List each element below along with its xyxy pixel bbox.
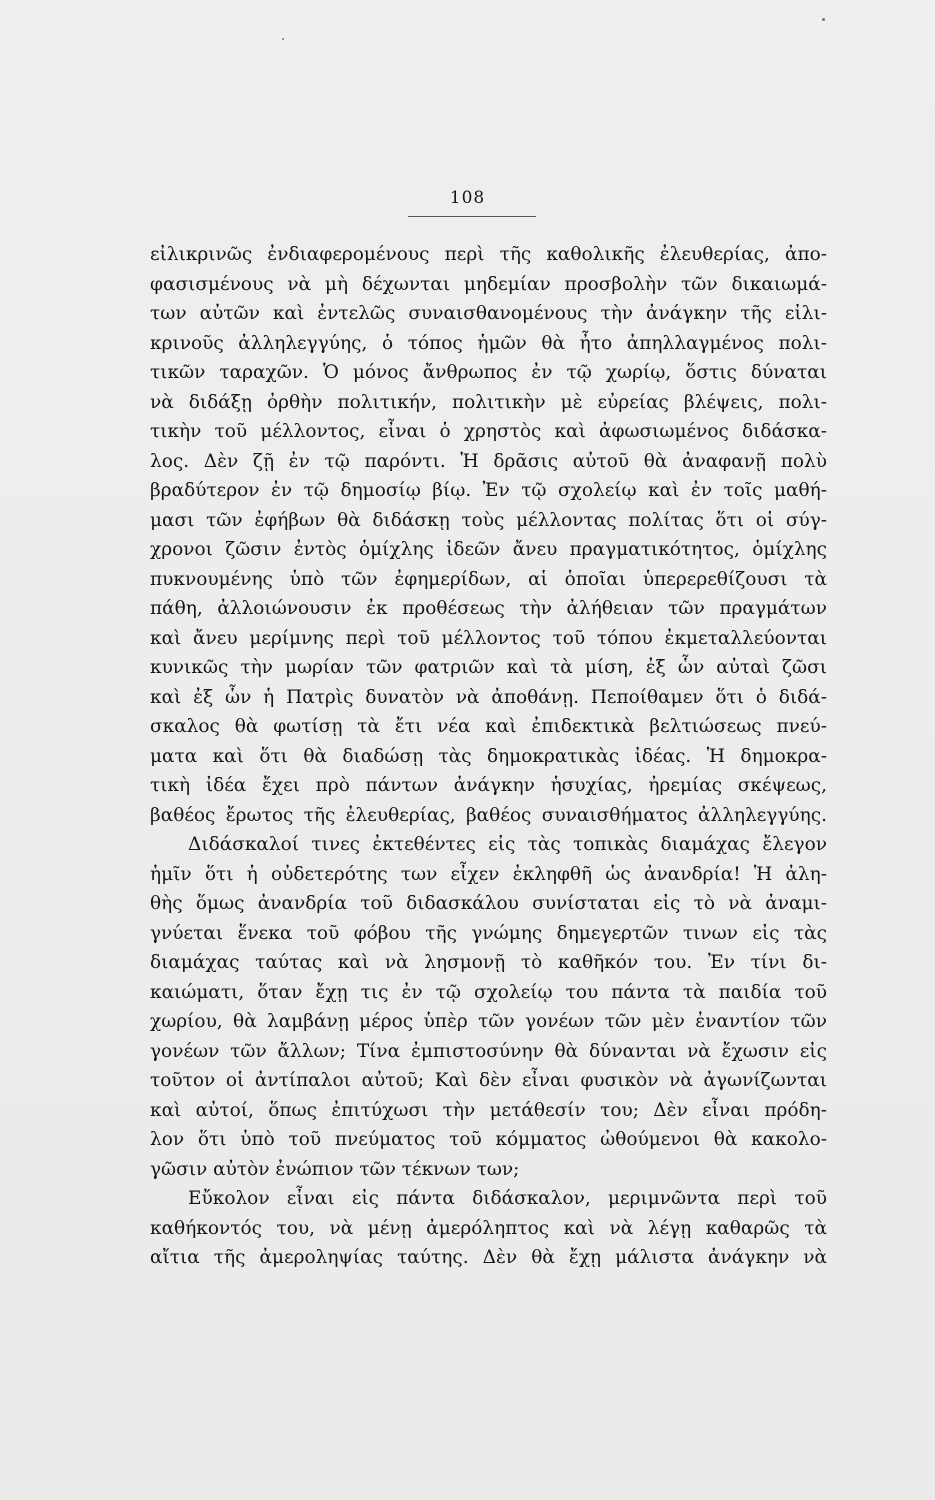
text-line: λος. Δὲν ζῇ ἐν τῷ παρόντι. Ἡ δρᾶσις αὐτοῦ θὰ ἀναφανῇ πολὺ [150, 450, 827, 472]
text-line: χρονοι ζῶσιν ἐντὸς ὁμίχλης ἰδεῶν ἄνευ πραγματικότητος, ὁμίχλης [150, 539, 827, 560]
text-line: φασισμένους νὰ μὴ δέχωνται μηδεμίαν προσβολὴν τῶν δικαιωμά- [150, 273, 827, 295]
scan-speck [282, 38, 284, 40]
body-text [150, 240, 827, 1273]
text-line: καὶ ἄνευ μερίμνης περὶ τοῦ μέλλοντος τοῦ τόπου ἐκμεταλλεύονται [150, 627, 827, 649]
page-number: 108 [449, 188, 486, 208]
text-line: τικὴν τοῦ μέλλοντος, εἶναι ὁ χρηστὸς καὶ ἀφωσιωμένος διδάσκα- [150, 421, 827, 442]
text-line: κυνικῶς τὴν μωρίαν τῶν φατριῶν καὶ τὰ μίση, ἐξ ὧν αὐταὶ ζῶσι [150, 657, 827, 678]
text-line: σκαλος θὰ φωτίσῃ τὰ ἔτι νέα καὶ ἐπιδεκτικὰ βελτιώσεως πνεύ- [150, 716, 827, 737]
text-line: λον ὅτι ὑπὸ τοῦ πνεύματος τοῦ κόμματος ὠθούμενοι θὰ κακολο- [150, 1129, 827, 1150]
text-line: καὶ αὐτοί, ὅπως ἐπιτύχωσι τὴν μετάθεσίν του; Δὲν εἶναι πρόδη- [150, 1099, 827, 1121]
text-line: καθήκοντός του, νὰ μένῃ ἀμερόληπτος καὶ νὰ λέγῃ καθαρῶς τὰ [150, 1217, 827, 1239]
text-line: τικῶν ταραχῶν. Ὁ μόνος ἄνθρωπος ἐν τῷ χωρίῳ, ὅστις δύναται [150, 362, 827, 383]
text-line: θὴς ὅμως ἀνανδρία τοῦ διδασκάλου συνίσταται εἰς τὸ νὰ ἀναμι- [150, 893, 827, 914]
text-line: γονέων τῶν ἄλλων; Τίνα ἐμπιστοσύνην θὰ δύνανται νὰ ἔχωσιν εἰς [150, 1040, 827, 1062]
text-line: μασι τῶν ἐφήβων θὰ διδάσκῃ τοὺς μέλλοντας πολίτας ὅτι οἱ σύγ- [150, 509, 827, 531]
text-line: διαμάχας ταύτας καὶ νὰ λησμονῇ τὸ καθῆκόν του. Ἐν τίνι δι- [150, 952, 827, 973]
text-line: καιώματι, ὅταν ἔχῃ τις ἐν τῷ σχολείῳ του πάντα τὰ παιδία τοῦ [150, 981, 827, 1003]
text-line: των αὐτῶν καὶ ἐντελῶς συναισθανομένους τὴν ἀνάγκην τῆς εἰλι- [150, 303, 827, 324]
text-line: νὰ διδάξῃ ὀρθὴν πολιτικήν, πολιτικὴν μὲ εὐρείας βλέψεις, πολι- [150, 391, 827, 413]
text-line-paragraph-end: γῶσιν αὐτὸν ἐνώπιον τῶν τέκνων των; [150, 1158, 520, 1180]
text-line: εἰλικρινῶς ἐνδιαφερομένους περὶ τῆς καθολικῆς ἐλευθερίας, ἀπο- [150, 244, 827, 265]
text-line: καὶ ἐξ ὧν ἡ Πατρὶς δυνατὸν νὰ ἀποθάνῃ. Πεποίθαμεν ὅτι ὁ διδά- [150, 686, 827, 708]
text-line: κρινοῦς ἀλληλεγγύης, ὁ τόπος ἡμῶν θὰ ἦτο ἀπηλλαγμένος πολι- [150, 332, 827, 354]
header-rule [408, 216, 536, 217]
text-line: πυκνουμένης ὑπὸ τῶν ἐφημερίδων, αἱ ὁποῖαι ὑπερερεθίζουσι τὰ [150, 568, 827, 590]
text-line: τικὴ ἰδέα ἔχει πρὸ πάντων ἀνάγκην ἡσυχίας, ἠρεμίας σκέψεως, [150, 775, 827, 796]
text-line: τοῦτον οἱ ἀντίπαλοι αὐτοῦ; Καὶ δὲν εἶναι φυσικὸν νὰ ἀγωνίζωνται [150, 1070, 827, 1091]
text-line: πάθη, ἀλλοιώνουσιν ἐκ προθέσεως τὴν ἀλήθειαν τῶν πραγμάτων [150, 598, 827, 619]
text-line-paragraph-start: Διδάσκαλοί τινες ἐκτεθέντες εἰς τὰς τοπικὰς διαμάχας ἔλεγον [188, 834, 827, 855]
text-line-paragraph-start: Εὔκολον εἶναι εἰς πάντα διδάσκαλον, μεριμνῶντα περὶ τοῦ [188, 1188, 827, 1209]
scan-speck [822, 18, 825, 21]
text-line: ἡμῖν ὅτι ἡ οὐδετερότης των εἶχεν ἐκληφθῆ ὡς ἀνανδρία! Ἡ ἀλη- [150, 863, 827, 885]
text-line: ματα καὶ ὅτι θὰ διαδώσῃ τὰς δημοκρατικὰς ἰδέας. Ἡ δημοκρα- [150, 745, 827, 767]
text-line: βραδύτερον ἐν τῷ δημοσίῳ βίῳ. Ἐν τῷ σχολείῳ καὶ ἐν τοῖς μαθή- [150, 480, 827, 501]
text-line: βαθέος ἔρωτος τῆς ἐλευθερίας, βαθέος συναισθήματος ἀλληλεγγύης. [150, 804, 827, 826]
text-line: χωρίου, θὰ λαμβάνῃ μέρος ὑπὲρ τῶν γονέων τῶν μὲν ἐναντίον τῶν [150, 1011, 827, 1032]
text-line: γνύεται ἕνεκα τοῦ φόβου τῆς γνώμης δημεγερτῶν τινων εἰς τὰς [150, 922, 827, 944]
text-line: αἴτια τῆς ἀμεροληψίας ταύτης. Δὲν θὰ ἔχῃ μάλιστα ἀνάγκην νὰ [150, 1247, 827, 1268]
